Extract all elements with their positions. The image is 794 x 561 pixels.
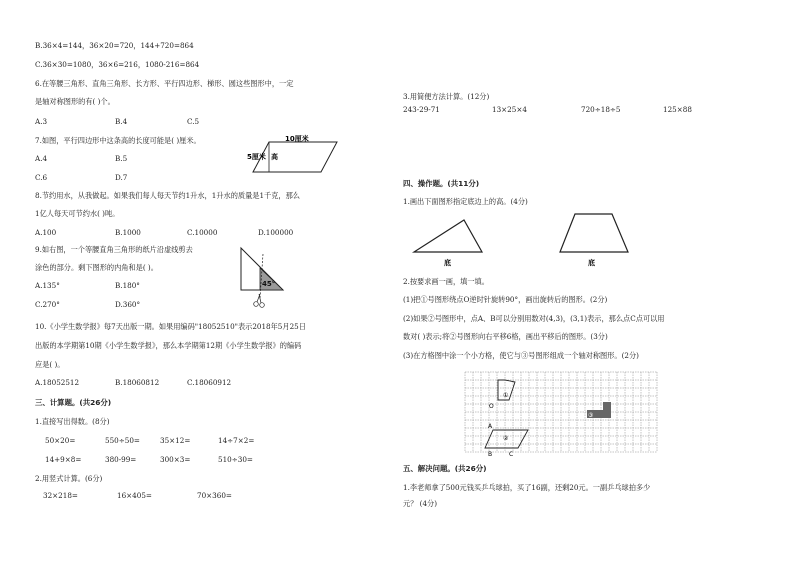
s3-q2-text: 2.用竖式计算。(6分) — [35, 474, 103, 483]
trapezoid-base-label: 底 — [588, 259, 595, 267]
q6-option-c: C.5 — [187, 117, 200, 126]
triangle-base-label: 底 — [444, 259, 451, 267]
q6-option-b: B.4 — [115, 117, 128, 126]
s4-q1-text: 1.画出下面图形指定底边上的高。(4分) — [403, 197, 528, 206]
coordinate-grid-figure — [463, 370, 663, 456]
q7-option-c: C.6 — [35, 173, 48, 182]
calc-item: 50×20= — [45, 436, 76, 445]
height-drawing-figures — [410, 212, 630, 272]
s5-q1-line1: 1.李老师拿了500元钱买乒乓球拍，买了16副，还剩20元。一副乒乓球拍多少 — [403, 483, 651, 492]
q8-option-d: D.100000 — [258, 228, 294, 237]
q9-triangle-figure — [236, 246, 292, 312]
s4-q2-part1: (1)把①号图形绕点O逆时针旋转90°，画出旋转后的图形。(2分) — [403, 295, 608, 304]
s4-q2-part3: (3)在方格图中涂一个小方格，使它与③号图形组成一个轴对称图形。(2分) — [403, 351, 639, 360]
q8-line2: 1亿人每天可节约水( )吨。 — [35, 209, 120, 218]
calc-item: 510÷30= — [218, 455, 253, 464]
q9-option-a: A.135° — [35, 281, 60, 290]
shape-2-label: ② — [503, 435, 509, 442]
shape-3-cell — [603, 402, 611, 410]
q9-option-b: B.180° — [115, 281, 140, 290]
q9-line1: 9.如右图，一个等腰直角三角形的纸片沿虚线剪去 — [35, 245, 193, 254]
option-c-line: C.36×30=1080，36×6=216，1080-216=864 — [35, 60, 200, 69]
q3-item: 243-29-71 — [403, 105, 440, 114]
calc-item: 550÷50= — [105, 436, 140, 445]
vertical-calc-item: 16×405= — [117, 491, 152, 500]
q3-item: 125×88 — [663, 105, 692, 114]
shape-3-cell — [603, 410, 611, 418]
q7-option-d: D.7 — [115, 173, 128, 182]
vertical-calc-item: 70×360= — [197, 491, 232, 500]
option-b-line: B.36×4=144，36×20=720，144+720=864 — [35, 41, 194, 50]
section-3-heading: 三、计算题。(共26分) — [35, 398, 112, 407]
q8-option-c: C.10000 — [187, 228, 218, 237]
point-b-label: B — [488, 451, 493, 456]
s3-q1-text: 1.直接写出得数。(8分) — [35, 417, 110, 426]
trapezoid-shape — [560, 214, 628, 252]
q7-height-label: 高 — [271, 153, 278, 161]
q9-option-d: D.360° — [115, 300, 141, 309]
calc-item: 14÷7×2= — [218, 436, 255, 445]
q10-option-c: C.18060912 — [187, 378, 232, 387]
q10-line1: 10.《小学生数学报》每7天出版一期。如果用编码"18052510"表示2018年5月25日 — [35, 322, 306, 331]
q8-option-a: A.100 — [35, 228, 57, 237]
q9-line2: 涂色的部分。剩下图形的内角和是( )。 — [35, 263, 158, 272]
q7-option-b: B.5 — [115, 154, 128, 163]
q10-option-a: A.18052512 — [35, 378, 80, 387]
scissors-icon — [254, 294, 265, 307]
q7-side-label: 5厘米 — [247, 153, 266, 161]
q8-line1: 8.节约用水，从我做起。如果我们每人每天节约1升水，1升水的质量是1千克，那么 — [35, 191, 300, 200]
q7-parallelogram-figure — [245, 134, 345, 179]
point-a-label: A — [488, 423, 493, 430]
q3-item: 720÷18÷5 — [581, 105, 621, 114]
s4-q2-text: 2.按要求画一画，填一填。 — [403, 277, 489, 286]
point-o-label: O — [489, 403, 494, 410]
section-4-heading: 四、操作题。(共11分) — [403, 179, 480, 188]
q6-option-a: A.3 — [35, 117, 48, 126]
s4-q2-part2-line2: 数对( )表示;将②号图形向右平移6格，画出平移后的图形。(3分) — [403, 332, 608, 341]
q8-option-b: B.1000 — [115, 228, 141, 237]
grid-lines — [465, 372, 657, 452]
q3-text: 3.用简便方法计算。(12分) — [403, 92, 490, 101]
section-5-heading: 五、解决问题。(共26分) — [403, 464, 487, 473]
q3-item: 13×25×4 — [492, 105, 527, 114]
shape-3-label: ③ — [588, 412, 594, 419]
point-c-label: C — [509, 451, 514, 456]
calc-item: 300×3= — [160, 455, 191, 464]
s4-q2-part2-line1: (2)如果②号图形中，点A、B可以分别用数对(4,3)，(3,1)表示，那么点C点可以用 — [403, 314, 665, 323]
q6-line1: 6.在等腰三角形、直角三角形、长方形、平行四边形、梯形、圆这些图形中，一定 — [35, 79, 294, 88]
vertical-calc-item: 32×218= — [43, 491, 78, 500]
calc-item: 35×12= — [160, 436, 191, 445]
triangle-shape — [414, 220, 482, 252]
shape-1-label: ① — [503, 392, 509, 399]
q9-option-c: C.270° — [35, 300, 60, 309]
q7-option-a: A.4 — [35, 154, 48, 163]
calc-item: 14+9×8= — [45, 455, 82, 464]
q10-option-b: B.18060812 — [115, 378, 160, 387]
q7-top-label: 10厘米 — [285, 135, 309, 143]
q7-text: 7.如图，平行四边形中这条高的长度可能是( )厘米。 — [35, 136, 201, 145]
q9-angle-label: 45° — [262, 280, 276, 288]
shape-3-cell — [595, 410, 603, 418]
q10-line2: 出版的本学期第10期《小学生数学报》，那么本学期第12期《小学生数学报》的编码 — [35, 341, 302, 350]
calc-item: 380-99= — [105, 455, 137, 464]
s5-q1-line2: 元？ (4分) — [403, 499, 438, 508]
q10-line3: 应是( )。 — [35, 360, 65, 369]
q6-line2: 是轴对称图形的有( )个。 — [35, 97, 115, 106]
